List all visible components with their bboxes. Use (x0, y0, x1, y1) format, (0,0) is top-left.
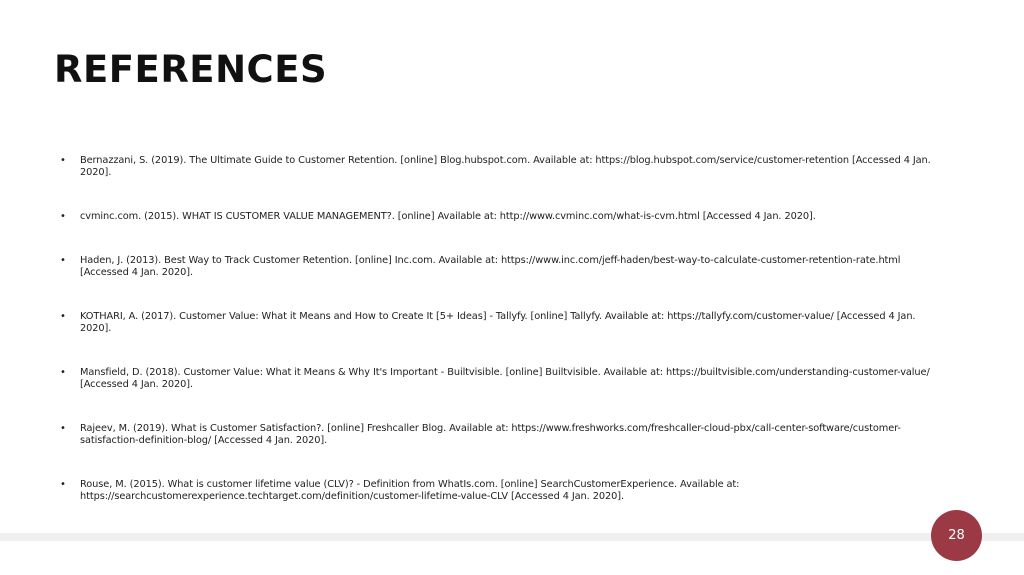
slide-title: REFERENCES (54, 48, 328, 91)
reference-text: Mansfield, D. (2018). Customer Value: What it Means & Why It's Important - Builtvisible. [online] Builtvisible. Available at: https://builtvisible.com/understanding-customer-value/ [Accessed 4 Jan. 2020]. (80, 367, 930, 390)
reference-item (60, 479, 940, 503)
reference-item (60, 423, 940, 447)
bullet-icon: • (60, 479, 66, 490)
references-list (60, 155, 940, 503)
bullet-icon: • (60, 255, 66, 266)
reference-text: Rouse, M. (2015). What is customer lifetime value (CLV)? - Definition from WhatIs.com. [online] SearchCustomerExperience. Available at: https://searchcustomerexperience.techtarget.com/definition/customer-lifetime-value-CLV [Accessed 4 Jan. 2020]. (80, 479, 740, 502)
bullet-icon: • (60, 367, 66, 378)
footer-band (0, 533, 1024, 541)
reference-item (60, 211, 940, 223)
bullet-icon: • (60, 155, 66, 166)
reference-text: cvminc.com. (2015). WHAT IS CUSTOMER VALUE MANAGEMENT?. [online] Available at: http://www.cvminc.com/what-is-cvm.html [Accessed 4 Jan. 2020]. (80, 211, 816, 222)
reference-text: Bernazzani, S. (2019). The Ultimate Guide to Customer Retention. [online] Blog.hubspot.com. Available at: https://blog.hubspot.com/service/customer-retention [Accessed 4 Jan. 2020]. (80, 155, 931, 178)
page-number-badge: 28 (931, 510, 982, 561)
reference-item (60, 367, 940, 391)
reference-text: Rajeev, M. (2019). What is Customer Satisfaction?. [online] Freshcaller Blog. Available at: https://www.freshworks.com/freshcaller-cloud-pbx/call-center-software/customer-satisfaction-definition-blog/ [Accessed 4 Jan. 2020]. (80, 423, 901, 446)
reference-item (60, 155, 940, 179)
bullet-icon: • (60, 311, 66, 322)
reference-text: Haden, J. (2013). Best Way to Track Customer Retention. [online] Inc.com. Available at: https://www.inc.com/jeff-haden/best-way-to-calculate-customer-retention-rate.html [Accessed 4 Jan. 2020]. (80, 255, 901, 278)
reference-item (60, 255, 940, 279)
reference-text: KOTHARI, A. (2017). Customer Value: What it Means and How to Create It [5+ Ideas] - Tallyfy. [online] Tallyfy. Available at: https://tallyfy.com/customer-value/ [Accessed 4 Jan. 2020]. (80, 311, 916, 334)
bullet-icon: • (60, 211, 66, 222)
bullet-icon: • (60, 423, 66, 434)
reference-item (60, 311, 940, 335)
